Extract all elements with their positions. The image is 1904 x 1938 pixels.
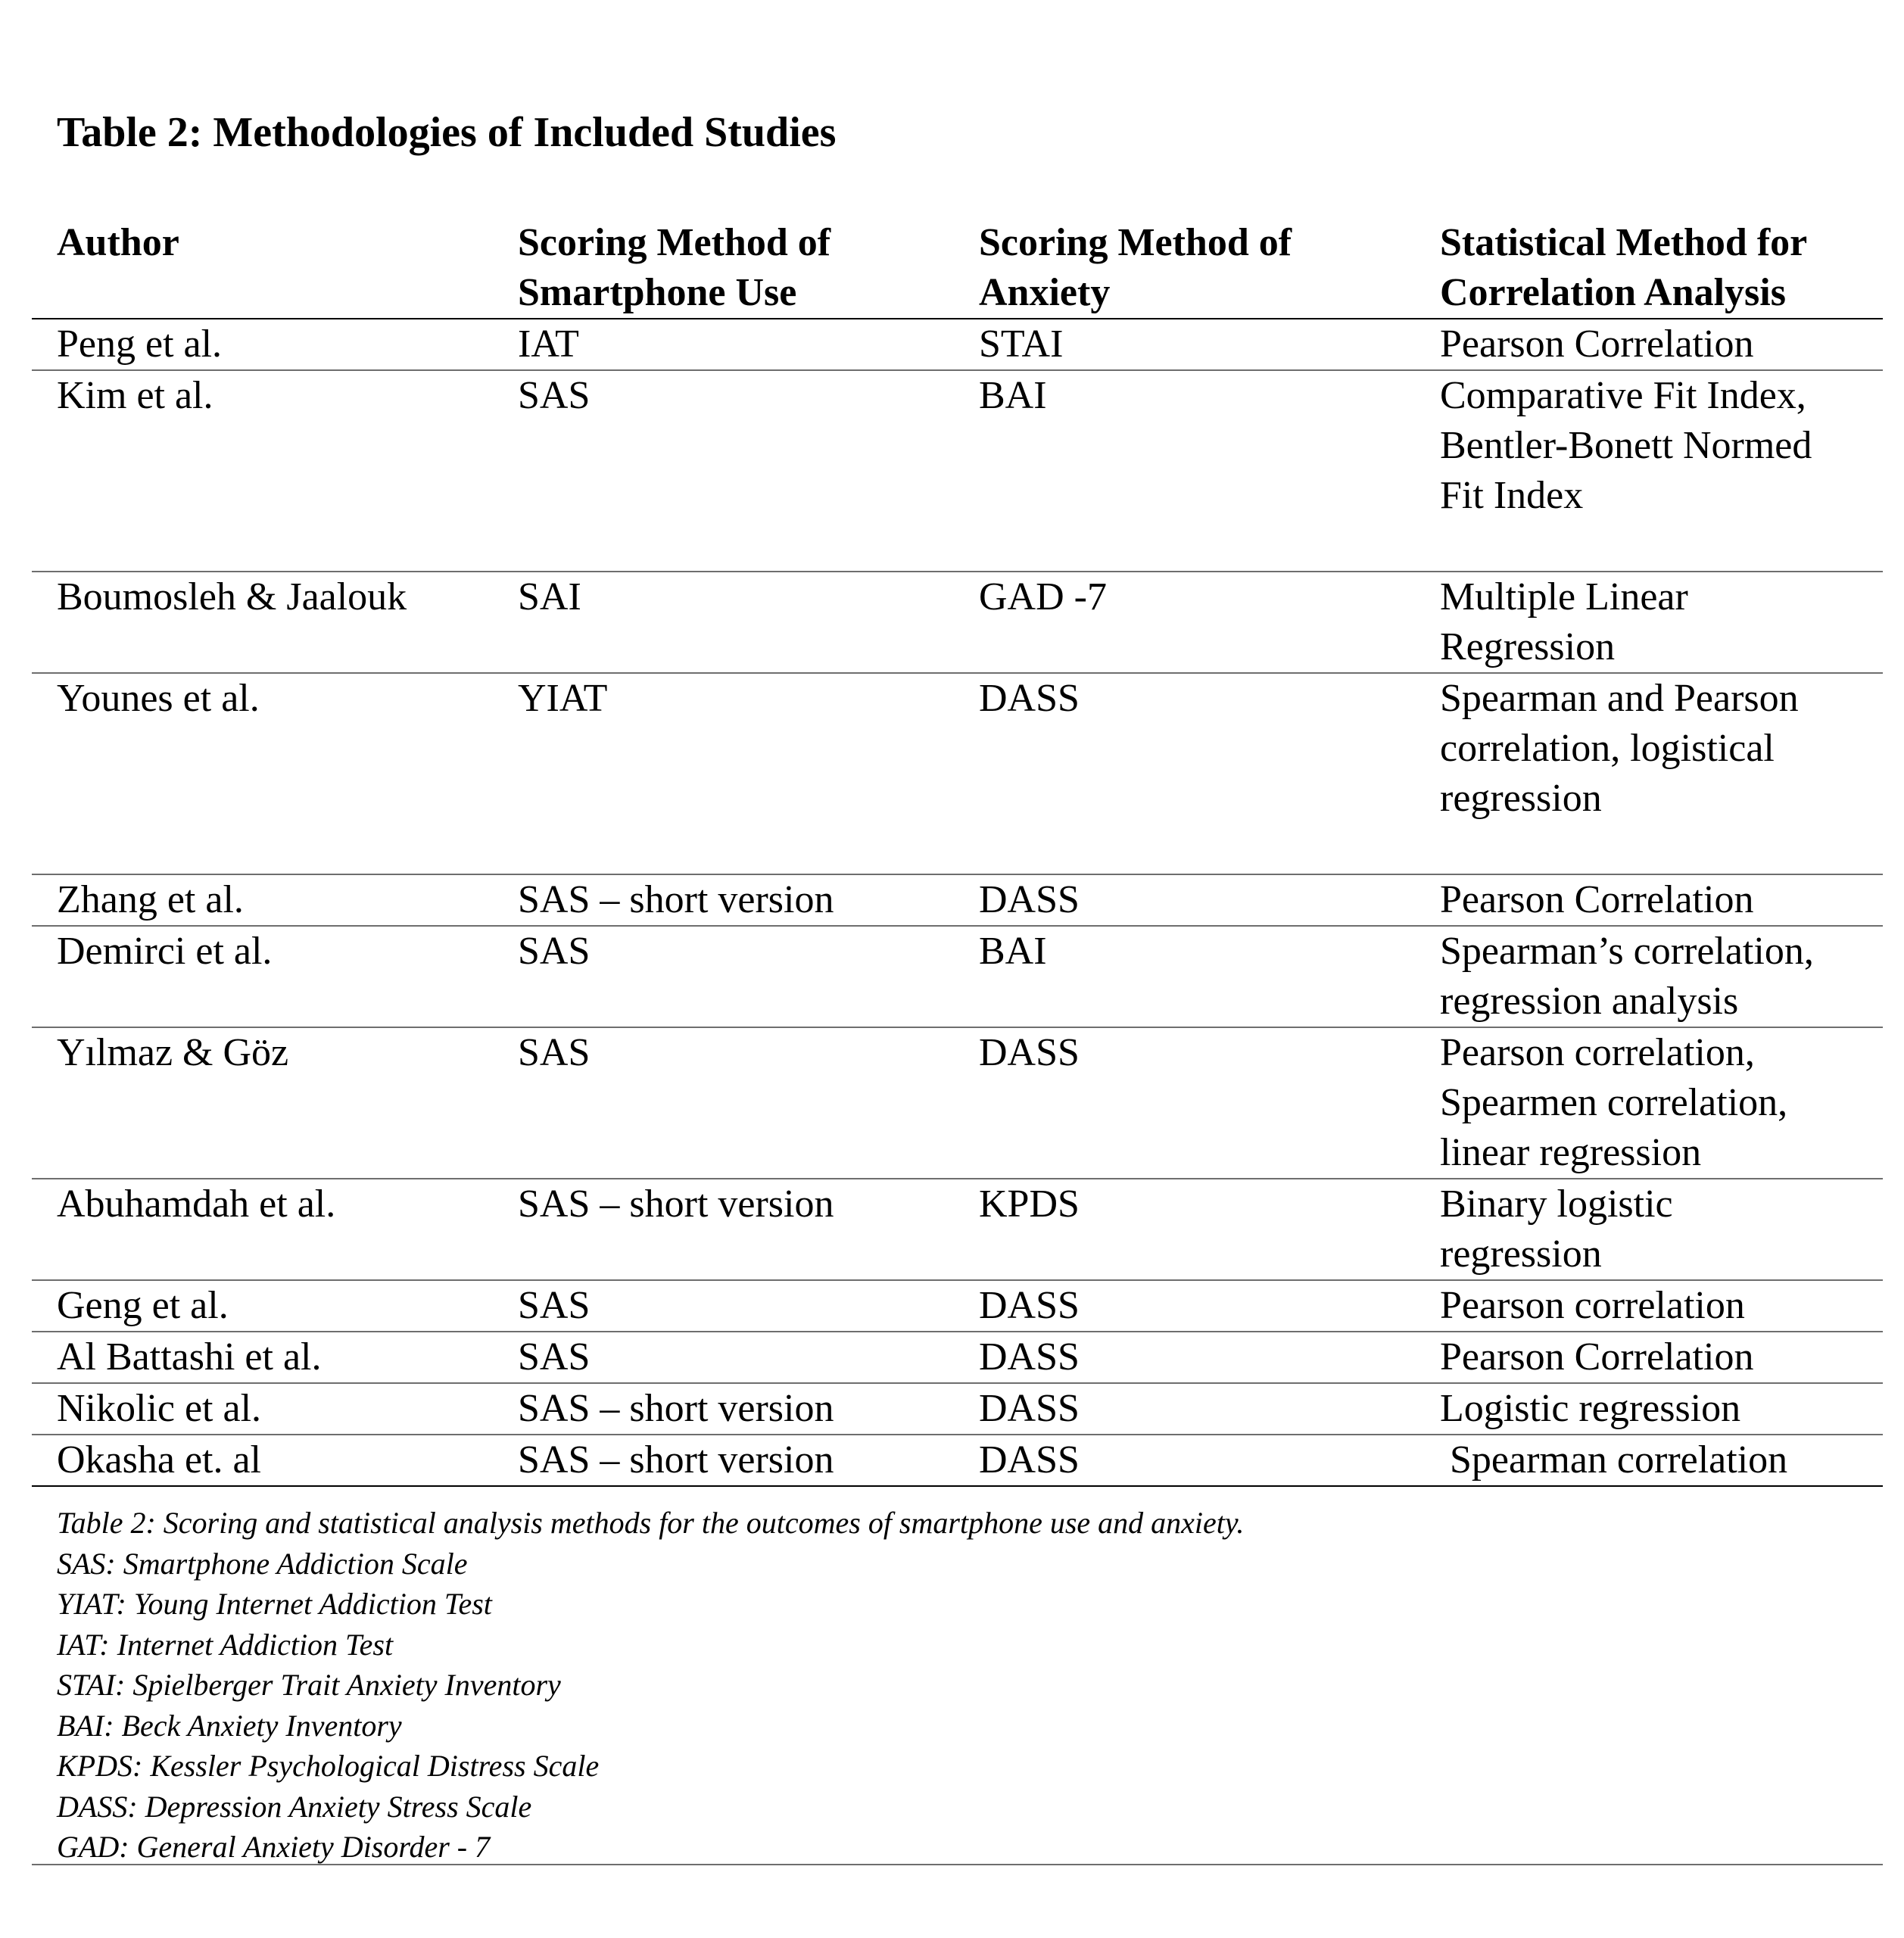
abbreviation-note: SAS: Smartphone Addiction Scale: [57, 1546, 468, 1581]
abbreviation-note: YIAT: Young Internet Addiction Test: [57, 1587, 492, 1621]
anxiety-scoring-cell: GAD -7: [954, 572, 1415, 673]
statistical-method-line: correlation, logistical: [1440, 727, 1775, 770]
header-author: [32, 212, 493, 319]
statistical-method-cell: [1415, 1332, 1883, 1383]
anxiety-scoring-cell: DASS: [954, 673, 1415, 874]
table-header-row: [32, 212, 1883, 319]
author-cell: Younes et al.: [32, 673, 493, 874]
header-line: Correlation Analysis: [1440, 271, 1786, 314]
anxiety-scoring-cell: DASS: [954, 1435, 1415, 1486]
table-row: [32, 926, 1883, 1027]
statistical-method-line: Pearson Correlation: [1440, 1335, 1754, 1379]
author-cell: Abuhamdah et al.: [32, 1179, 493, 1280]
statistical-method-line: Pearson correlation,: [1440, 1031, 1755, 1074]
author-cell: Yılmaz & Göz: [32, 1027, 493, 1179]
statistical-method-cell: [1415, 1027, 1883, 1179]
statistical-method-line: Regression: [1440, 625, 1616, 668]
statistical-method-line: linear regression: [1440, 1131, 1702, 1174]
abbreviation-note: BAI: Beck Anxiety Inventory: [57, 1708, 402, 1743]
author-cell: Peng et al.: [32, 319, 493, 370]
abbreviation-note: DASS: Depression Anxiety Stress Scale: [57, 1789, 532, 1824]
table-caption: Table 2: Scoring and statistical analysis methods for the outcomes of smartphone use and anxiety.: [57, 1506, 1245, 1540]
header-line: Scoring Method of: [979, 221, 1292, 264]
statistical-method-line: Binary logistic: [1440, 1182, 1673, 1226]
table-body: [32, 319, 1883, 1486]
statistical-method-line: Spearmen correlation,: [1440, 1081, 1788, 1124]
author-cell: Okasha et. al: [32, 1435, 493, 1486]
statistical-method-line: Fit Index: [1440, 474, 1584, 517]
table-row: [32, 1383, 1883, 1435]
statistical-method-line: Multiple Linear: [1440, 575, 1688, 618]
table-row: [32, 673, 1883, 874]
header-line: Author: [57, 221, 179, 264]
header-smartphone-scoring: [493, 212, 954, 319]
statistical-method-cell: [1415, 319, 1883, 370]
smartphone-scoring-cell: SAS – short version: [493, 1435, 954, 1486]
statistical-method-cell: [1415, 1280, 1883, 1332]
statistical-method-cell: [1415, 673, 1883, 874]
statistical-method-cell: [1415, 1383, 1883, 1435]
smartphone-scoring-cell: IAT: [493, 319, 954, 370]
smartphone-scoring-cell: YIAT: [493, 673, 954, 874]
table-row: [32, 874, 1883, 926]
author-cell: Kim et al.: [32, 370, 493, 572]
statistical-method-line: regression analysis: [1440, 980, 1739, 1023]
table-row: [32, 319, 1883, 370]
methodologies-table-container: [32, 212, 1883, 1487]
smartphone-scoring-cell: SAS: [493, 926, 954, 1027]
smartphone-scoring-cell: SAS: [493, 1027, 954, 1179]
statistical-method-line: Spearman’s correlation,: [1440, 930, 1814, 973]
table-row: [32, 1280, 1883, 1332]
anxiety-scoring-cell: KPDS: [954, 1179, 1415, 1280]
statistical-method-line: Pearson correlation: [1440, 1284, 1745, 1327]
abbreviation-note: STAI: Spielberger Trait Anxiety Inventory: [57, 1668, 561, 1702]
abbreviation-note: IAT: Internet Addiction Test: [57, 1627, 394, 1662]
table-row: [32, 1179, 1883, 1280]
statistical-method-line: regression: [1440, 1232, 1602, 1276]
anxiety-scoring-cell: DASS: [954, 1332, 1415, 1383]
smartphone-scoring-cell: SAS: [493, 1280, 954, 1332]
anxiety-scoring-cell: STAI: [954, 319, 1415, 370]
anxiety-scoring-cell: BAI: [954, 926, 1415, 1027]
anxiety-scoring-cell: BAI: [954, 370, 1415, 572]
table-row: [32, 1435, 1883, 1486]
statistical-method-line: Pearson Correlation: [1440, 322, 1754, 366]
header-line: Statistical Method for: [1440, 221, 1808, 264]
methodologies-table: [32, 212, 1883, 1487]
author-cell: Nikolic et al.: [32, 1383, 493, 1435]
header-line: Smartphone Use: [518, 271, 797, 314]
header-line: Anxiety: [979, 271, 1111, 314]
author-cell: Al Battashi et al.: [32, 1332, 493, 1383]
header-statistical-method: [1415, 212, 1883, 319]
abbreviation-note: GAD: General Anxiety Disorder - 7: [57, 1830, 491, 1864]
anxiety-scoring-cell: DASS: [954, 1383, 1415, 1435]
anxiety-scoring-cell: DASS: [954, 1280, 1415, 1332]
table-title: Table 2: Methodologies of Included Studies: [57, 109, 837, 156]
statistical-method-cell: [1415, 926, 1883, 1027]
header-anxiety-scoring: [954, 212, 1415, 319]
statistical-method-line: Logistic regression: [1440, 1387, 1741, 1430]
table-row: [32, 370, 1883, 572]
smartphone-scoring-cell: SAS: [493, 370, 954, 572]
smartphone-scoring-cell: SAS: [493, 1332, 954, 1383]
author-cell: Zhang et al.: [32, 874, 493, 926]
statistical-method-line: Spearman correlation: [1440, 1438, 1788, 1482]
statistical-method-line: Pearson Correlation: [1440, 878, 1754, 921]
statistical-method-cell: [1415, 874, 1883, 926]
anxiety-scoring-cell: DASS: [954, 1027, 1415, 1179]
table-row: [32, 1332, 1883, 1383]
table-footnotes: [57, 1503, 1244, 1868]
statistical-method-cell: [1415, 370, 1883, 572]
table-row: [32, 1027, 1883, 1179]
statistical-method-cell: [1415, 572, 1883, 673]
table-row: [32, 572, 1883, 673]
smartphone-scoring-cell: SAS – short version: [493, 874, 954, 926]
statistical-method-line: regression: [1440, 777, 1602, 820]
smartphone-scoring-cell: SAS – short version: [493, 1383, 954, 1435]
bottom-divider: [32, 1864, 1883, 1865]
statistical-method-line: Bentler-Bonett Normed: [1440, 424, 1812, 467]
abbreviation-note: KPDS: Kessler Psychological Distress Scale: [57, 1749, 600, 1783]
statistical-method-line: Comparative Fit Index,: [1440, 374, 1806, 417]
statistical-method-line: Spearman and Pearson: [1440, 677, 1799, 720]
smartphone-scoring-cell: SAI: [493, 572, 954, 673]
statistical-method-cell: [1415, 1179, 1883, 1280]
header-line: Scoring Method of: [518, 221, 831, 264]
statistical-method-cell: [1415, 1435, 1883, 1486]
smartphone-scoring-cell: SAS – short version: [493, 1179, 954, 1280]
author-cell: Demirci et al.: [32, 926, 493, 1027]
author-cell: Boumosleh & Jaalouk: [32, 572, 493, 673]
author-cell: Geng et al.: [32, 1280, 493, 1332]
anxiety-scoring-cell: DASS: [954, 874, 1415, 926]
